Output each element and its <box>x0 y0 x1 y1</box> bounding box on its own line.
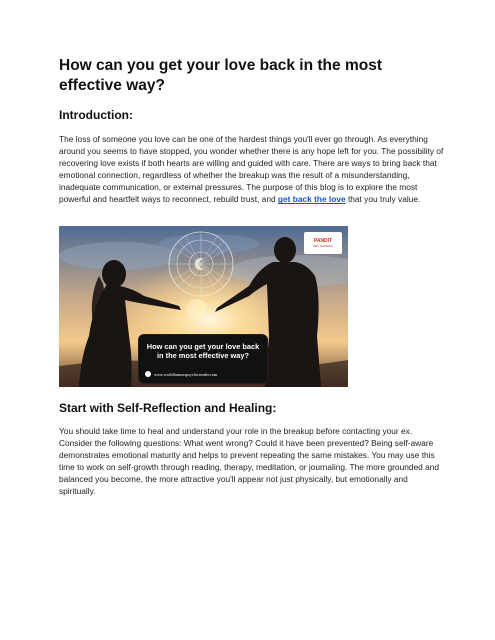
page-title: How can you get your love back in the most effective way? <box>59 57 382 94</box>
globe-icon <box>145 371 151 377</box>
logo-line-1: PANDIT <box>313 238 333 244</box>
intro-text-before-link: The loss of someone you love can be one of the hardest things you'll ever go through. As everything around you seems to have stopped, you wonder whether there is any hope left for you. The possibility of recovering love exists if both hearts are willing and guided with care. There are ways to bring back that emotional connection, regardless of whether the breakup was the result of a misunderstanding, inadequate communication, or external pressures. The purpose of this blog is to explore the most powerful and heartfelt ways to reconnect, rebuild trust, and <box>59 134 444 205</box>
banner-url-row <box>145 370 261 378</box>
self-reflection-paragraph: You should take time to heal and understand your role in the breakup before contacting your ex. Consider the following questions: What went wrong? Could it have been prevented? Being self-aware demonstrates emotional maturity and helps to prevent repeating the same mistakes. You may use this time to work on self-growth through reading, therapy, meditation, or journaling. The more grounded and balanced you become, the more attractive you'll appear not just physically, but emotionally and spiritually. <box>59 426 440 497</box>
logo-line-2: DEV SHARMA <box>313 244 333 248</box>
image-caption-banner <box>138 334 268 384</box>
zodiac-wheel-icon <box>169 232 233 296</box>
banner-title: How can you get your love back in the most effective way? <box>146 342 260 360</box>
self-reflection-heading: Start with Self-Reflection and Healing: <box>59 401 277 415</box>
hero-image <box>59 226 348 387</box>
brand-logo <box>304 232 342 254</box>
intro-heading: Introduction: <box>59 108 133 122</box>
intro-text-after-link: that you truly value. <box>345 194 421 205</box>
banner-url: www.worldfamouspsychicreader.com <box>154 371 218 377</box>
get-back-love-link[interactable]: get back the love <box>277 194 346 205</box>
intro-paragraph <box>59 133 444 206</box>
